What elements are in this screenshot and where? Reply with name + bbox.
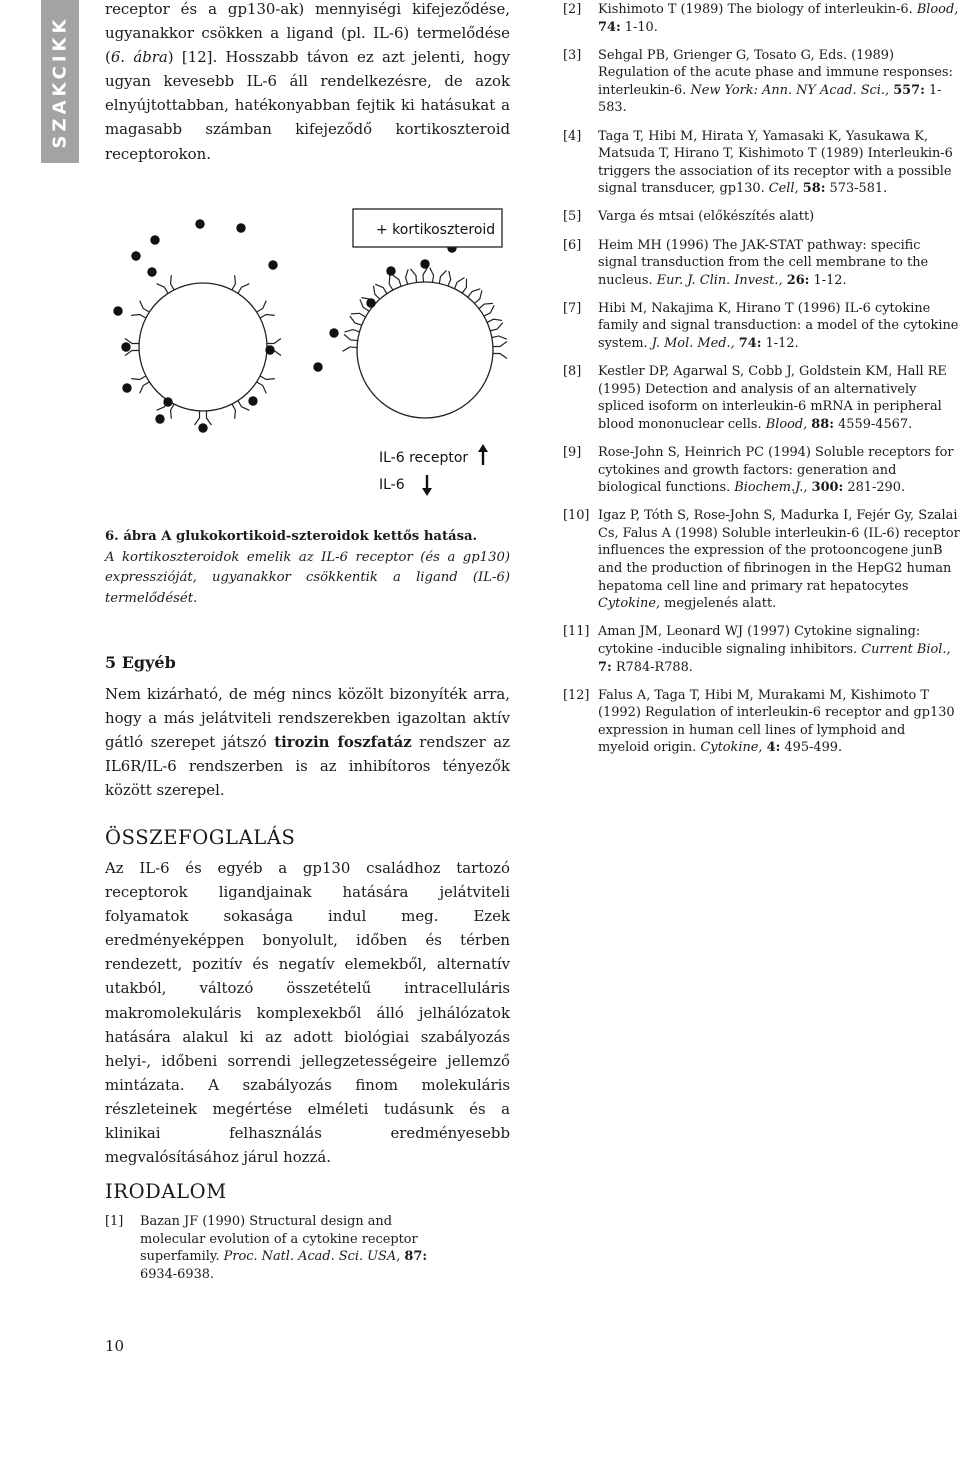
cell-treated [343,268,507,418]
treatment-label: + kortikoszteroid [376,222,496,238]
reference-text [598,129,953,197]
reference-item [563,687,960,757]
text-run: Sehgal PB, Grienger G, Tosato G, Eds. (1989) Regulation of the acute phase and immune responses: interleukin-6. [598,47,953,98]
il6-ligand [163,397,172,406]
cell-control [125,275,281,425]
figure-caption [105,527,510,609]
text-run: Nem kizárható, de még nincs közölt bizonyíték arra, hogy a más jelátviteli rendszerekben igazoltan aktív gátló szerepet játszó [105,685,510,752]
text-run: Aman JM, Leonard WJ (1997) Cytokine signaling: cytokine -inducible signaling inhibitors. [598,624,921,657]
text-run: tirozin foszfatáz [274,733,412,752]
reference-text [140,1214,427,1282]
caption-title: 6. ábra A glukokortikoid-szteroidok kettős hatása. [105,529,478,544]
il6-ligand [122,383,131,392]
il6-ligand [268,260,277,269]
text-run: Kestler DP, Agarwal S, Cobb J, Goldstein KM, Hall RE (1995) Detection and analysis of an alternatively spliced isoform on interleukin-6 mRNA in peripheral blood mononuclear cells. [598,364,947,432]
references-right [563,1,960,767]
text-run: 4: [766,740,781,756]
text-run: Eur. J. Clin. Invest., [656,272,783,288]
il6-receptor [343,334,358,351]
il6-ligand [121,342,130,351]
il6-receptor [430,268,447,284]
reference-number: [1] [105,1214,124,1229]
reference-text [598,364,947,432]
text-run: rendszer az IL6R/IL-6 rendszerben is az inhibítoros tényezők között szerepel. [105,733,510,800]
il6-ligand [155,414,164,423]
reference-number: [6] [563,237,582,253]
il6-ligand [195,219,204,228]
il6-ligand [265,345,274,354]
section-tab-label: SZAKCIKK [49,15,71,148]
reference-number: [4] [563,128,582,144]
reference-text [598,445,954,495]
section-tab [41,0,79,163]
references-heading: IRODALOM [105,1180,227,1203]
reference-item [563,623,960,676]
text-run: Cytokine, [700,740,763,756]
text-run: 1-12. [809,272,847,288]
text-run: 74: [598,19,621,35]
text-run: Proc. Natl. Acad. Sci. USA, [223,1249,401,1265]
text-run: ) [12]. Hosszabb távon ez azt jelenti, hogy ugyan kevesebb IL-6 áll rendelkezésre, de azok elnyújtottabban, hatékonyabban fejtik ki hatásukat a magasabb számban kifejeződő kortikoszteroid receptorokon. [105,48,510,163]
text-run: 88: [811,416,834,432]
reference-number: [8] [563,364,582,380]
reference-item [563,300,960,353]
reference-item [563,47,960,117]
figure-6 [105,200,510,510]
text-run: Falus A, Taga T, Hibi M, Murakami M, Kishimoto T (1992) Regulation of interleukin-6 receptor and gp130 expression in human cell lines of lymphoid and myeloid origin. [598,687,955,756]
summary-paragraph: Az IL-6 és egyéb a gp130 családhoz tartozó receptorok ligandjainak hatására jelátviteli folyamatok sokasága indul meg. Ezek eredményeképpen bonyolult, időben és térben rendezett, pozitív és negatív elemekből, alternatív utakból, változó összetételű intracelluláris makromolekuláris komplexekből álló jelhálózatok hatására alakul ki az adott biológiai szabályozás helyi-, időbeni sorrendi jellegzetességeire jellemző mintázata. A szabályozás finom molekuláris részleteinek megértése elméleti tudásunk és a klinikai felhasználás eredményesebb megvalósításához járul hozzá. [105,859,510,1167]
text-run: 281-290. [843,480,906,496]
text-run: R784-R788. [611,659,693,675]
text-run: 74: [738,336,762,351]
section-5 [105,653,510,802]
summary-section [105,826,510,1169]
reference-item [563,444,960,497]
text-run: 6934-6938. [140,1266,215,1282]
text-run: 87: [404,1249,428,1265]
il6-receptor [195,411,212,425]
text-run: 300: [811,480,844,496]
text-run: 495-499. [780,740,843,756]
text-run: New York: Ann. NY Acad. Sci., [690,82,890,98]
il6-ligand [386,266,395,275]
reference-number: [2] [563,2,582,17]
text-run: Rose-John S, Heinrich PC (1994) Soluble receptors for cytokines and growth factors: generation and biological functions. [598,444,954,496]
reference-number: [11] [563,624,590,640]
text-run: 1-583. [598,82,942,116]
il6-ligand [147,267,156,276]
text-run: Heim MH (1996) The JAK-STAT pathway: specific signal transduction from the cell membrane to the nucleus. [598,237,929,288]
il6-ligand [366,298,375,307]
cell-membrane [357,282,493,418]
reference-list-right [563,1,960,757]
reference-item [563,208,960,226]
reference-number: [7] [563,300,582,316]
text-run: 6. ábra [110,48,168,67]
il6-receptor [484,305,502,322]
text-run: megjelenés alatt. [660,596,777,612]
text-run: Igaz P, Tóth S, Rose-John S, Madurka I, Fejér Gy, Szalai Cs, Falus A (1998) Soluble interleukin-6 (IL-6) receptor influences the expression of the protooncogene junB and the production of fibrinogen in the HepG2 human hepatoma cell line and primary rat hepatocytes [598,508,960,594]
il6-receptor [490,323,506,340]
reference-text [598,209,814,224]
reference-item [563,1,960,36]
reference-text [598,238,928,288]
references-left [105,1180,510,1294]
reference-item [563,237,960,290]
text-run: 58: [802,181,826,197]
il6-ligand [313,362,322,371]
il6-receptor [345,316,362,332]
il6-receptor [448,271,464,289]
text-run: receptor és a gp130-ak) mennyiségi kifejeződése, ugyanakkor csökken a ligand (pl. IL-6) termelődése ( [105,0,510,67]
text-run: 573-581. [825,181,888,197]
ligand-label: IL-6 [379,477,405,493]
il6-ligand [420,259,429,268]
reference-item [563,128,960,198]
figure-diagram [105,200,510,510]
il6-ligand [329,328,338,337]
il6-receptor [493,342,507,359]
text-run: Varga és mtsai (előkészítés alatt) [598,209,815,225]
reference-item [563,507,960,613]
text-run: Taga T, Hibi M, Hirata Y, Yamasaki K, Yasukawa K, Matsuda T, Hirano T, Kishimoto T (1989) Interleukin-6 triggers the association of its receptor with a possible signal transducer, gp130. [598,128,953,197]
reference-number: [3] [563,47,582,63]
section-5-paragraph [105,682,510,802]
arrow-up-icon [478,444,488,465]
reference-list-left [105,1213,460,1283]
arrow-down-icon [422,475,432,496]
reference-number: [10] [563,508,590,524]
il6-ligand [150,235,159,244]
il6-ligands-treated [313,243,456,371]
text-run: Cytokine, [598,596,661,612]
text-run: 26: [786,272,810,288]
reference-number: [5] [563,209,582,225]
text-run: 4559-4567. [834,416,913,432]
intro-paragraph [105,0,510,166]
reference-item [563,363,960,433]
reference-text [598,2,958,35]
text-run: 1-12. [761,336,799,351]
text-run: Current Biol., [861,641,951,657]
section-5-heading: 5 Egyéb [105,653,176,672]
text-run: 557: [893,82,925,98]
text-run: Blood, [765,416,808,432]
reference-text [598,301,958,351]
text-run: 7: [598,659,612,675]
reference-number: [12] [563,687,590,703]
il6-ligands-control [113,219,277,432]
il6-ligand [113,306,122,315]
cell-membrane [139,283,267,411]
il6-ligand [248,396,257,405]
text-run: Bazan JF (1990) Structural design and molecular evolution of a cytokine receptor superfamily. [140,1214,418,1265]
text-run: Kishimoto T (1989) The biology of interleukin-6. [598,2,917,17]
reference-text [598,48,953,116]
text-run: Cell, [768,181,799,197]
text-run: 1-10. [620,19,658,35]
text-run: Hibi M, Nakajima K, Hirano T (1996) IL-6 cytokine family and signal transduction: a model of the cytokine system. [598,300,959,351]
summary-heading: ÖSSZEFOGLALÁS [105,826,296,849]
reference-text [598,624,951,674]
reference-text [598,688,955,756]
caption-body: A kortikoszteroidok emelik az IL-6 receptor (és a gp130) expresszióját, ugyanakkor csökkentik a ligand (IL-6) termelődését. [105,549,510,606]
il6-ligand [131,251,140,260]
page-number: 10 [105,1337,125,1355]
reference-text [598,508,960,611]
reference-item [105,1213,460,1283]
receptor-label: IL-6 receptor [379,450,469,466]
il6-ligand [236,223,245,232]
text-run: Biochem.J., [734,480,808,496]
figure-legend [353,209,502,496]
il6-ligand [198,423,207,432]
text-run: Blood, [916,2,959,17]
text-run: J. Mol. Med., [651,336,735,351]
reference-number: [9] [563,444,582,460]
il6-receptor [410,268,427,283]
